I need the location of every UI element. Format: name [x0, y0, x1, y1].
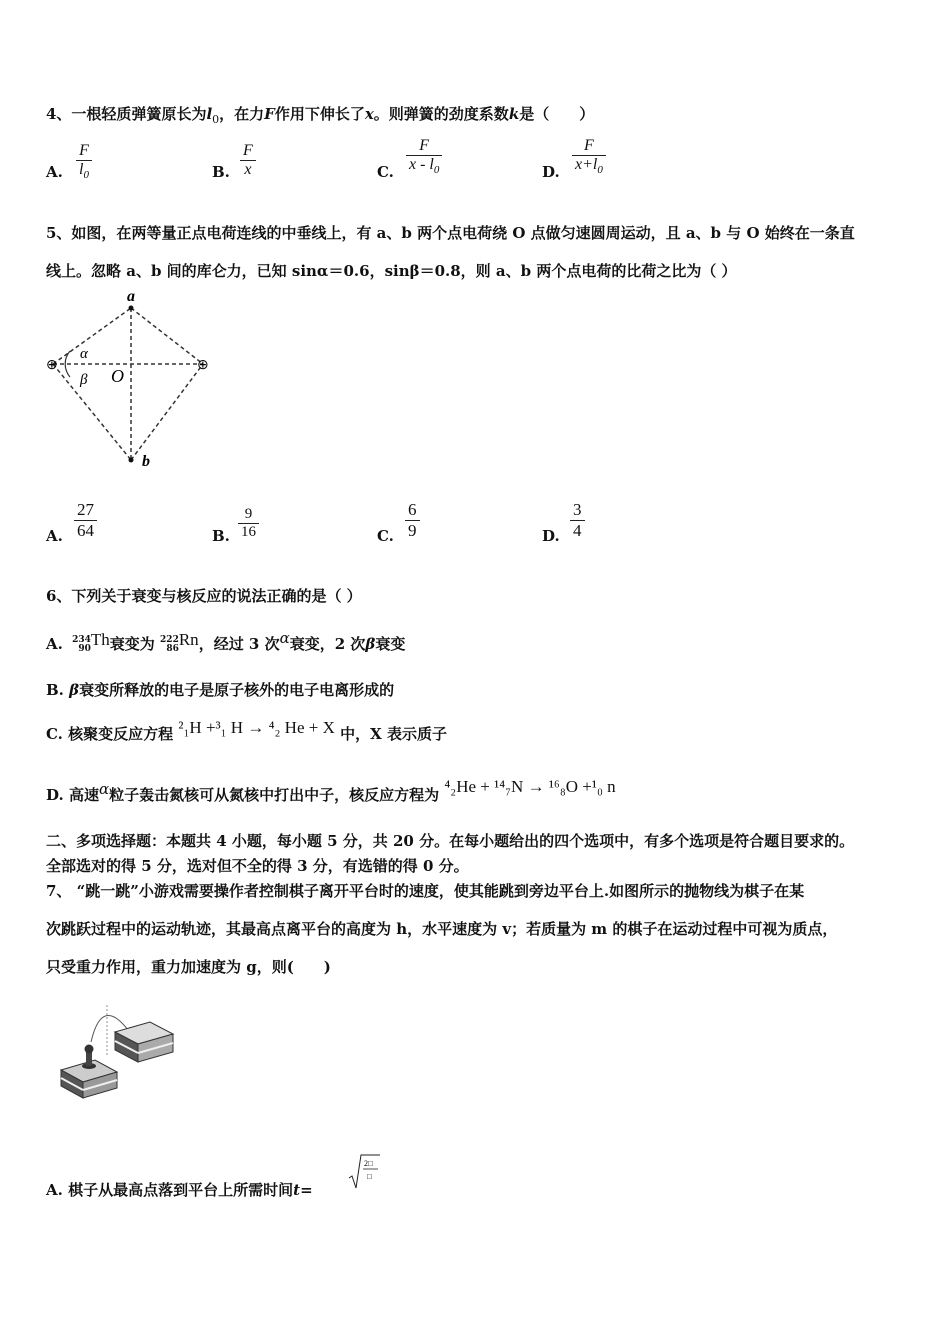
q4-option-d-fraction: [572, 137, 606, 176]
mass-number: 222: [160, 635, 179, 645]
q4-var-l: l: [206, 105, 213, 123]
fraction-denominator: 16: [241, 524, 256, 540]
q5-option-d-label[interactable]: D.: [542, 527, 560, 545]
dashed-line: [53, 308, 131, 364]
q7-stem-line2: 次跳跃过程中的运动轨迹，其最高点离平台的高度为 h，水平速度为 v；若质量为 m 的棋子在运动过程中可视为质点，: [46, 920, 838, 938]
section2-heading-line2: 全部选对的得 5 分，选对但不全的得 3 分，有选错的得 0 分。: [46, 857, 469, 875]
q6-option-a[interactable]: [46, 623, 405, 659]
q5-option-b-label[interactable]: B.: [212, 527, 230, 545]
fraction-denominator: x: [244, 161, 252, 178]
label-alpha: α: [80, 346, 88, 362]
element-rn: Rn: [178, 630, 199, 649]
mass-number: 234: [72, 635, 91, 645]
q5-option-d-fraction: [570, 500, 585, 541]
q5-stem-line2: 线上。忽略 a、b 间的库仑力，已知 sinα＝0.6，sinβ＝0.8，则 a、b 两个点电荷的比荷之比为（ ）: [46, 262, 737, 280]
q5-option-b-fraction: [238, 506, 259, 541]
fraction-numerator: 27: [74, 500, 97, 521]
chess-piece-head: [85, 1045, 94, 1054]
option-text: 粒子轰击氮核可从氮核中打出中子，核反应方程为: [109, 786, 440, 804]
q4-var-k: k: [508, 105, 520, 123]
option-text: 核聚变反应方程: [68, 725, 174, 743]
q7-stem-line1: 7、 “跳一跳”小游戏需要操作者控制棋子离开平台时的速度，使其能跳到旁边平台上.如图所示的抛物线为棋子在某: [46, 882, 805, 900]
rn-scripts: [160, 636, 179, 654]
option-text: 衰变: [375, 635, 406, 653]
q6-option-b[interactable]: [46, 679, 394, 700]
q4-stem-part: 作用下伸长了: [274, 105, 365, 123]
positive-charge-right: ⊕: [197, 358, 209, 373]
fusion-equation: ²₁H +³₁ H → ⁴₂ He + X: [178, 718, 335, 737]
element-th: Th: [90, 630, 110, 649]
option-label: C.: [46, 725, 63, 743]
charge-b-dot: [129, 458, 134, 463]
q5-option-c-label[interactable]: C.: [377, 527, 394, 545]
q6-option-d[interactable]: [46, 771, 616, 811]
fraction-numerator: F: [406, 137, 442, 156]
beta-symbol: β: [69, 681, 80, 699]
q4-option-b-fraction: [240, 142, 256, 179]
q4-option-b-label[interactable]: B.: [212, 163, 230, 181]
label-b: b: [142, 453, 150, 470]
q4-option-a-label[interactable]: A.: [46, 163, 63, 181]
q4-stem-part: ，在力: [219, 105, 265, 123]
fraction-numerator: 9: [238, 506, 259, 524]
label-o: O: [111, 366, 124, 386]
nuclear-reaction-equation: ⁴₂He + ¹⁴₇N → ¹⁶₈O +¹₀ n: [444, 777, 616, 796]
option-text: 衰变所释放的电子是原子核外的电子电离形成的: [79, 681, 395, 699]
fraction-denominator: 64: [77, 521, 94, 540]
fraction-numerator: F: [240, 142, 256, 161]
q4-stem: [46, 103, 594, 126]
q4-stem-part: 是（ ）: [519, 105, 595, 123]
option-text: 衰变，2 次: [289, 635, 366, 653]
dashed-line: [131, 364, 203, 460]
option-text: 衰变为: [109, 635, 155, 653]
q4-stem-part: 4、一根轻质弹簧原长为: [46, 105, 207, 123]
charge-a-dot: [129, 306, 134, 311]
q4-option-d-label[interactable]: D.: [542, 163, 560, 181]
q5-option-a-fraction: [74, 500, 97, 541]
label-a: a: [127, 288, 135, 305]
fraction-denominator: 4: [573, 521, 582, 540]
q5-option-a-label[interactable]: A.: [46, 527, 63, 545]
sqrt-numerator: 2□: [364, 1159, 373, 1168]
th-scripts: [72, 636, 91, 654]
atomic-number: 86: [166, 644, 179, 654]
q6-stem: 6、下列关于衰变与核反应的说法正确的是（ ）: [46, 587, 362, 605]
equals-sign: =: [300, 1181, 313, 1199]
q5-option-c-fraction: [405, 500, 420, 541]
beta-symbol: β: [365, 635, 376, 653]
dashed-line: [131, 308, 203, 364]
fraction-denominator: $x+l_0$: [575, 156, 603, 177]
q4-option-c-fraction: [406, 137, 442, 176]
section2-heading-line1: 二、多项选择题：本题共 4 小题，每小题 5 分，共 20 分。在每小题给出的四个选项中，有多个选项是符合题目要求的。: [46, 832, 855, 850]
q5-charge-diagram: [40, 285, 220, 475]
option-label: A.: [46, 1181, 63, 1199]
q4-var-x: x: [364, 105, 374, 123]
q7-option-a[interactable]: [46, 1175, 313, 1205]
fraction-numerator: F: [572, 137, 606, 156]
var-t: t: [293, 1181, 301, 1199]
option-label: B.: [46, 681, 64, 699]
positive-charge-left: ⊕: [46, 358, 58, 373]
option-text: 棋子从最高点落到平台上所需时间: [68, 1181, 294, 1199]
q6-option-c[interactable]: [46, 712, 447, 750]
fraction-denominator: $l_0$: [79, 161, 89, 182]
fraction-denominator: 9: [408, 521, 417, 540]
q4-var-F: F: [264, 105, 275, 123]
option-label: A.: [46, 635, 63, 653]
q7-option-a-sqrt: [348, 1152, 382, 1192]
chess-piece-body: [86, 1052, 92, 1066]
alpha-symbol: α: [279, 629, 290, 647]
fraction-numerator: 6: [405, 500, 420, 521]
q4-stem-part: 。则弹簧的劲度系数: [373, 105, 509, 123]
fraction-numerator: F: [76, 142, 92, 161]
q7-jump-game-figure: [55, 1000, 185, 1100]
alpha-symbol: α: [98, 780, 110, 798]
atomic-number: 90: [78, 644, 91, 654]
fraction-denominator: x - $l_0$: [409, 156, 440, 177]
option-text: 高速: [68, 786, 99, 804]
q5-stem-line1: 5、如图，在两等量正点电荷连线的中垂线上，有 a、b 两个点电荷绕 O 点做匀速圆周运动，且 a、b 与 O 始终在一条直: [46, 224, 855, 242]
q7-stem-line3: 只受重力作用，重力加速度为 g，则( ): [46, 958, 331, 976]
q4-option-a-fraction: [76, 142, 92, 181]
option-text: ，经过 3 次: [198, 635, 280, 653]
sqrt-denominator: □: [367, 1172, 372, 1181]
q4-option-c-label[interactable]: C.: [377, 163, 394, 181]
label-beta: β: [80, 372, 88, 388]
option-label: D.: [46, 786, 64, 804]
option-text: 中，X 表示质子: [340, 725, 447, 743]
fraction-numerator: 3: [570, 500, 585, 521]
q4-sub-0: 0: [212, 113, 220, 126]
